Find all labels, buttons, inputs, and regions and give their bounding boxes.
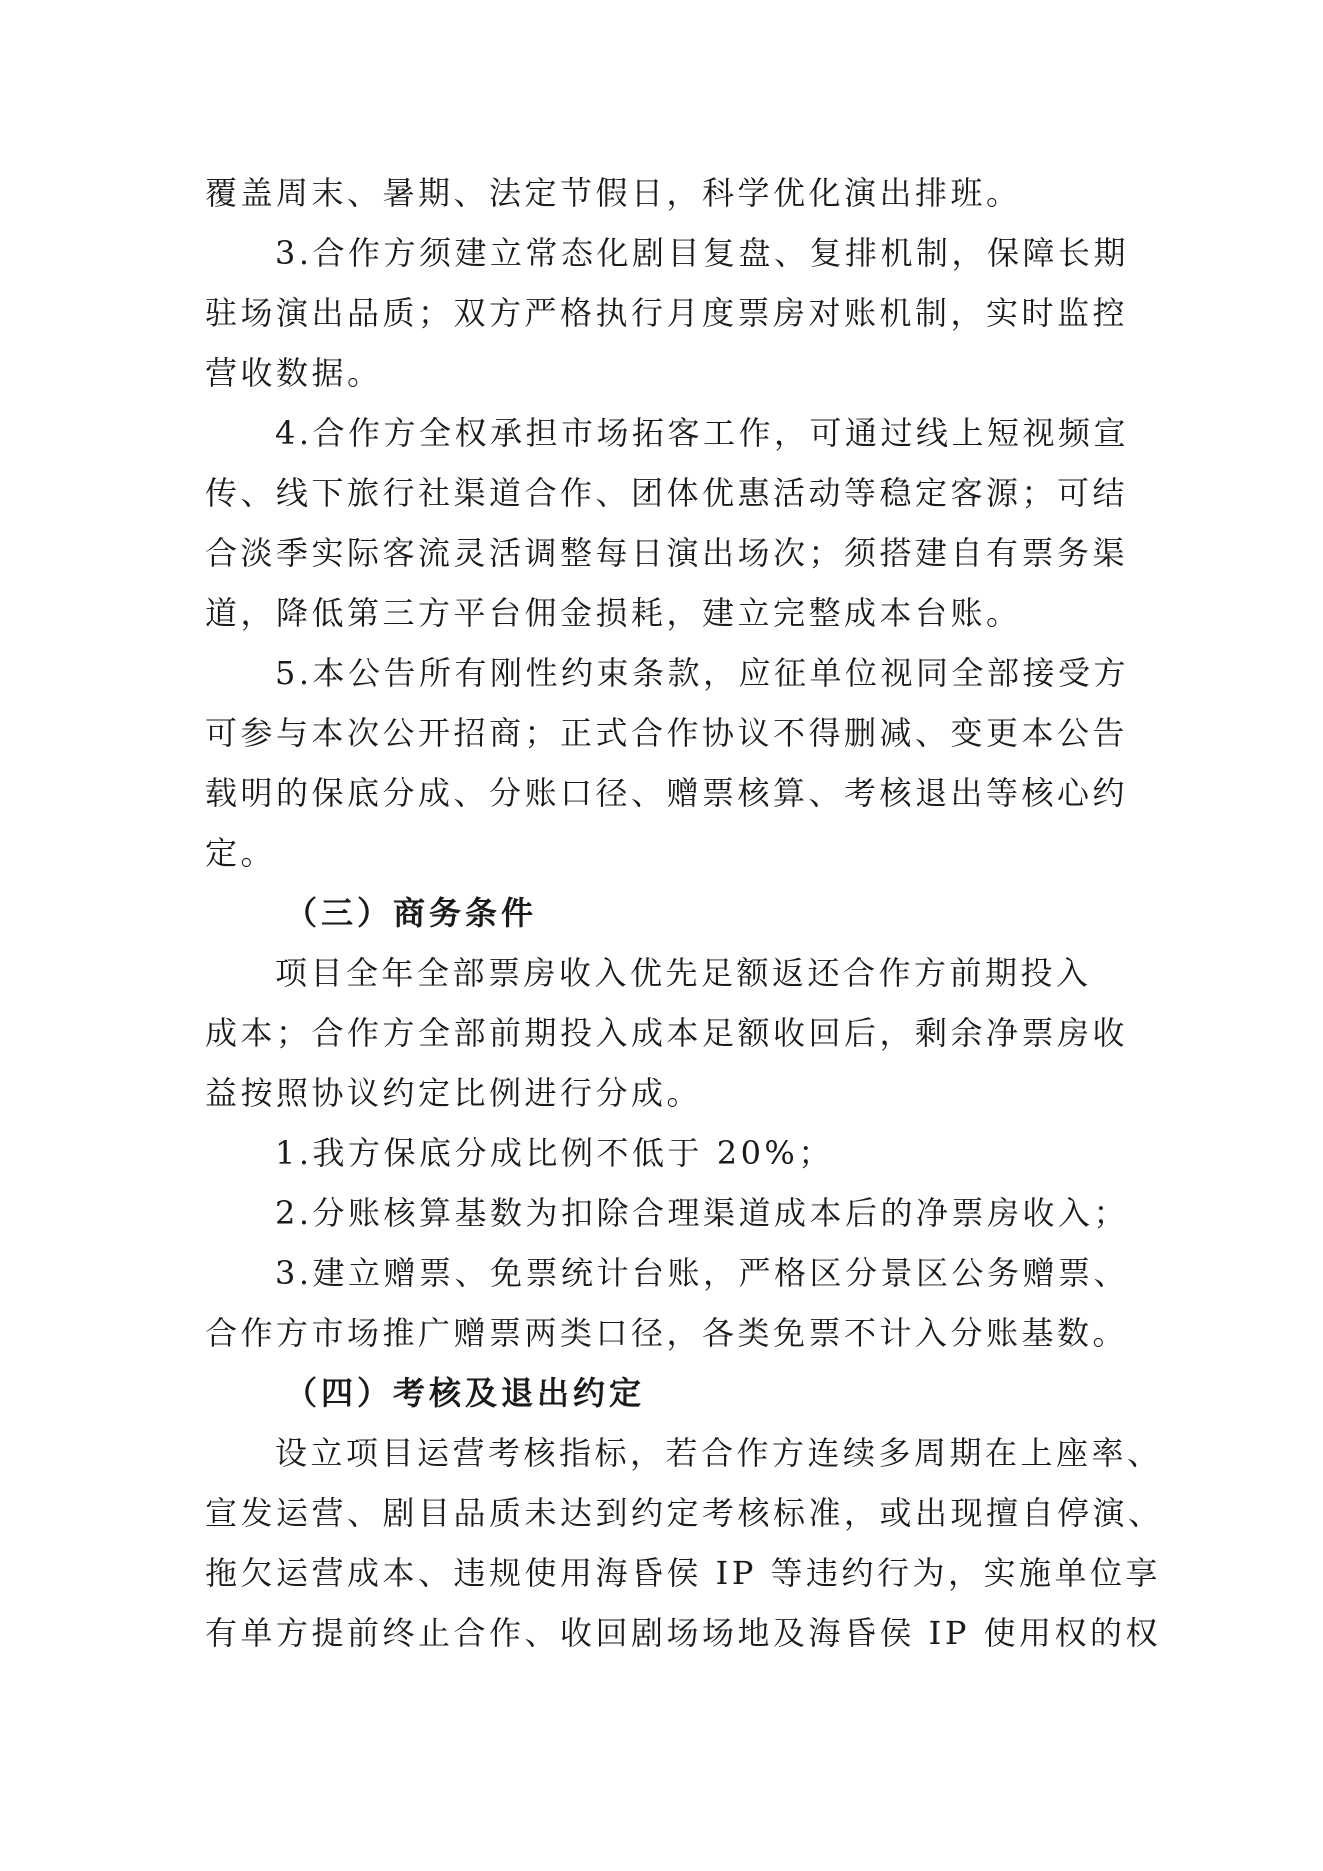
paragraph-line: 成本；合作方全部前期投入成本足额收回后，剩余净票房收 [205,1014,1129,1052]
paragraph-line: 益按照协议约定比例进行分成。 [205,1074,703,1112]
paragraph-line: 营收数据。 [205,354,383,392]
paragraph-line: 2.分账核算基数为扣除合理渠道成本后的净票房收入； [275,1194,1130,1232]
paragraph-line: 5.本公告所有刚性约束条款，应征单位视同全部接受方 [275,654,1130,692]
paragraph-line: 道，降低第三方平台佣金损耗，建立完整成本台账。 [205,594,1022,632]
paragraph-line: 4.合作方全权承担市场拓客工作，可通过线上短视频宣 [275,414,1130,452]
paragraph-line: 可参与本次公开招商；正式合作协议不得删减、变更本公告 [205,714,1129,752]
paragraph-line: 驻场演出品质；双方严格执行月度票房对账机制，实时监控 [205,294,1129,332]
paragraph-line: 合作方市场推广赠票两类口径，各类免票不计入分账基数。 [205,1314,1129,1352]
paragraph-line: 载明的保底分成、分账口径、赠票核算、考核退出等核心约 [205,774,1129,812]
section-heading: （四）考核及退出约定 [285,1374,646,1412]
paragraph-line: 3.合作方须建立常态化剧目复盘、复排机制，保障长期 [275,234,1130,272]
paragraph-line: 有单方提前终止合作、收回剧场场地及海昏侯 IP 使用权的权 [205,1614,1162,1652]
section-heading: （三）商务条件 [285,894,538,932]
paragraph-line: 覆盖周末、暑期、法定节假日，科学优化演出排班。 [205,174,1022,212]
paragraph-line: 3.建立赠票、免票统计台账，严格区分景区公务赠票、 [275,1254,1130,1292]
paragraph-line: 1.我方保底分成比例不低于 20%； [275,1134,834,1172]
paragraph-line: 拖欠运营成本、违规使用海昏侯 IP 等违约行为，实施单位享 [205,1554,1162,1592]
paragraph-line: 定。 [205,834,277,872]
paragraph-line: 项目全年全部票房收入优先足额返还合作方前期投入 [275,954,1092,992]
paragraph-line: 传、线下旅行社渠道合作、团体优惠活动等稳定客源；可结 [205,474,1129,512]
paragraph-line: 合淡季实际客流灵活调整每日演出场次；须搭建自有票务渠 [205,534,1129,572]
paragraph-line: 设立项目运营考核指标，若合作方连续多周期在上座率、 [275,1434,1163,1472]
paragraph-line: 宣发运营、剧目品质未达到约定考核标准，或出现擅自停演、 [205,1494,1164,1532]
